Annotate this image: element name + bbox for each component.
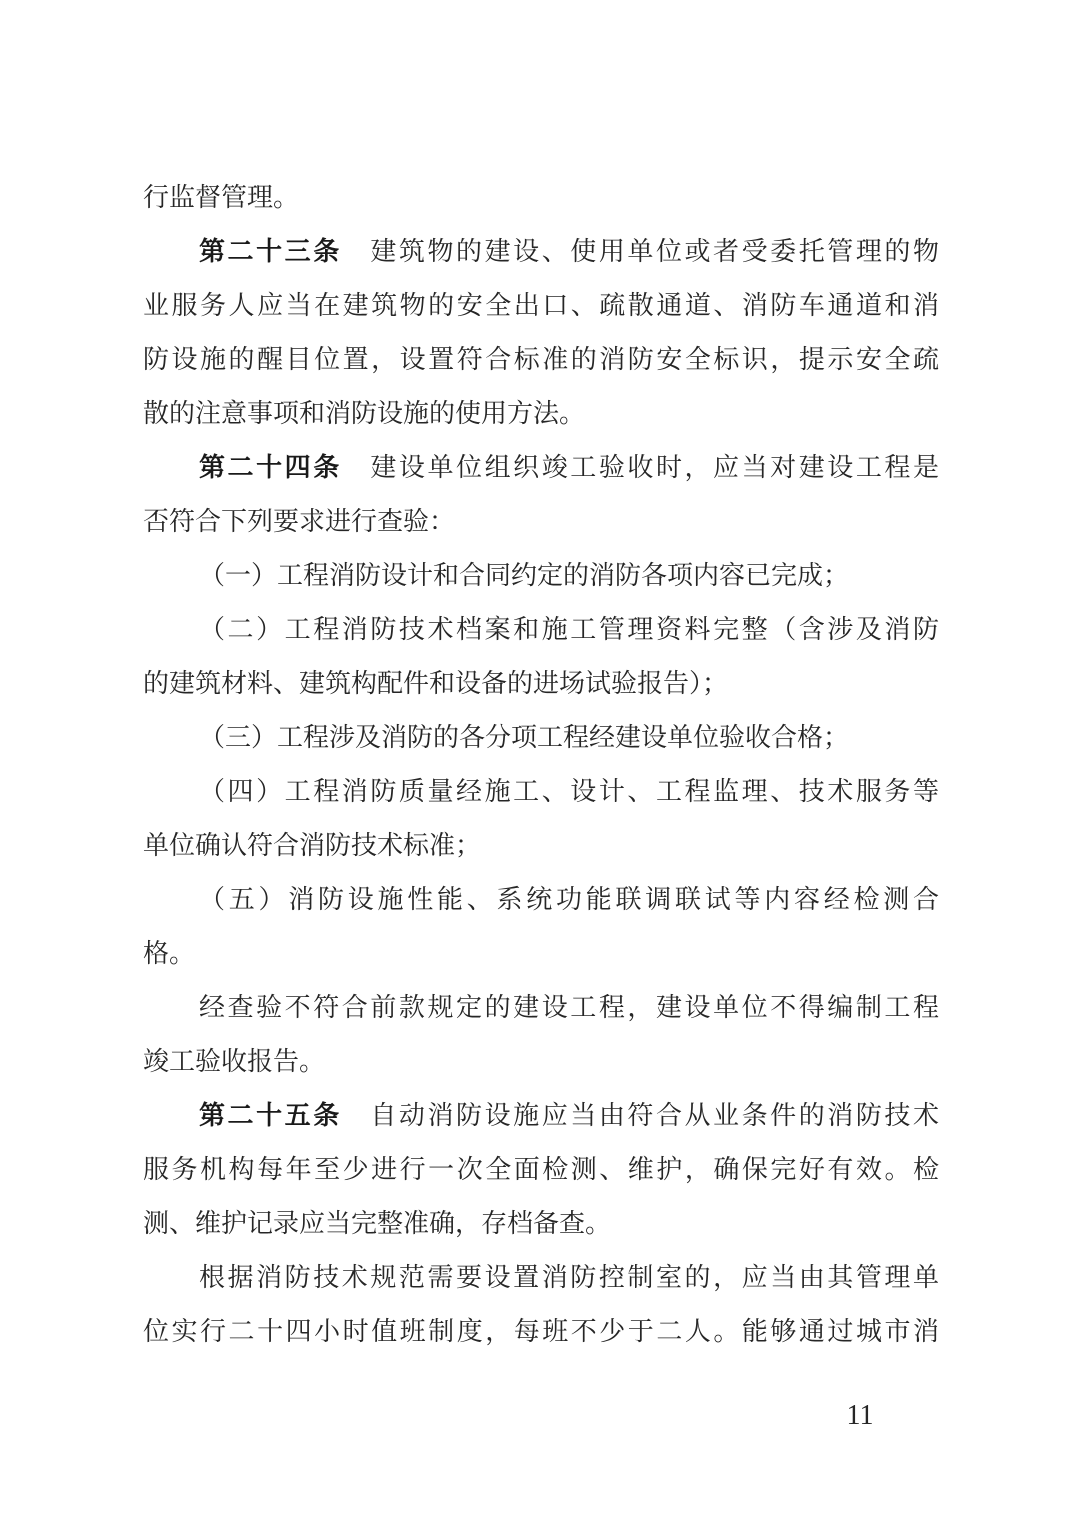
paragraph-line: 位实行二十四小时值班制度，每班不少于二人。能够通过城市消 — [143, 1317, 939, 1347]
paragraph-line: 竣工验收报告。 — [143, 1047, 326, 1077]
paragraph-line: 服务机构每年至少进行一次全面检测、维护，确保完好有效。检 — [143, 1155, 939, 1185]
paragraph-line: 业服务人应当在建筑物的安全出口、疏散通道、消防车通道和消 — [143, 291, 939, 321]
list-item-3: （三）工程涉及消防的各分项工程经建设单位验收合格； — [199, 723, 850, 753]
paragraph-line: 散的注意事项和消防设施的使用方法。 — [143, 399, 586, 429]
paragraph-line: 的建筑材料、建筑构配件和设备的进场试验报告）； — [143, 669, 729, 699]
paragraph-line: 单位确认符合消防技术标准； — [143, 831, 482, 861]
paragraph-line: 经查验不符合前款规定的建设工程，建设单位不得编制工程 — [199, 993, 939, 1023]
list-item-2: （二）工程消防技术档案和施工管理资料完整（含涉及消防 — [199, 615, 939, 645]
paragraph-line: 格。 — [143, 939, 196, 969]
article-24-line: 第二十四条 建设单位组织竣工验收时，应当对建设工程是 — [199, 453, 939, 483]
list-item-5: （五）消防设施性能、系统功能联调联试等内容经检测合 — [199, 885, 939, 915]
paragraph-line: 测、维护记录应当完整准确，存档备查。 — [143, 1209, 612, 1239]
page-number: 11 — [846, 1400, 874, 1431]
article-23-line: 第二十三条 建筑物的建设、使用单位或者受委托管理的物 — [199, 237, 939, 267]
paragraph-line: 根据消防技术规范需要设置消防控制室的，应当由其管理单 — [199, 1263, 939, 1293]
list-item-1: （一）工程消防设计和合同约定的消防各项内容已完成； — [199, 561, 850, 591]
article-24-heading: 第二十四条 — [199, 453, 342, 483]
list-item-4: （四）工程消防质量经施工、设计、工程监理、技术服务等 — [199, 777, 939, 807]
paragraph-line: 否符合下列要求进行查验： — [143, 507, 456, 537]
paragraph-line: 防设施的醒目位置，设置符合标准的消防安全标识，提示安全疏 — [143, 345, 939, 375]
article-23-heading: 第二十三条 — [199, 237, 342, 267]
article-25-heading: 第二十五条 — [199, 1101, 342, 1131]
article-25-line: 第二十五条 自动消防设施应当由符合从业条件的消防技术 — [199, 1101, 939, 1131]
paragraph-line: 行监督管理。 — [143, 183, 300, 213]
